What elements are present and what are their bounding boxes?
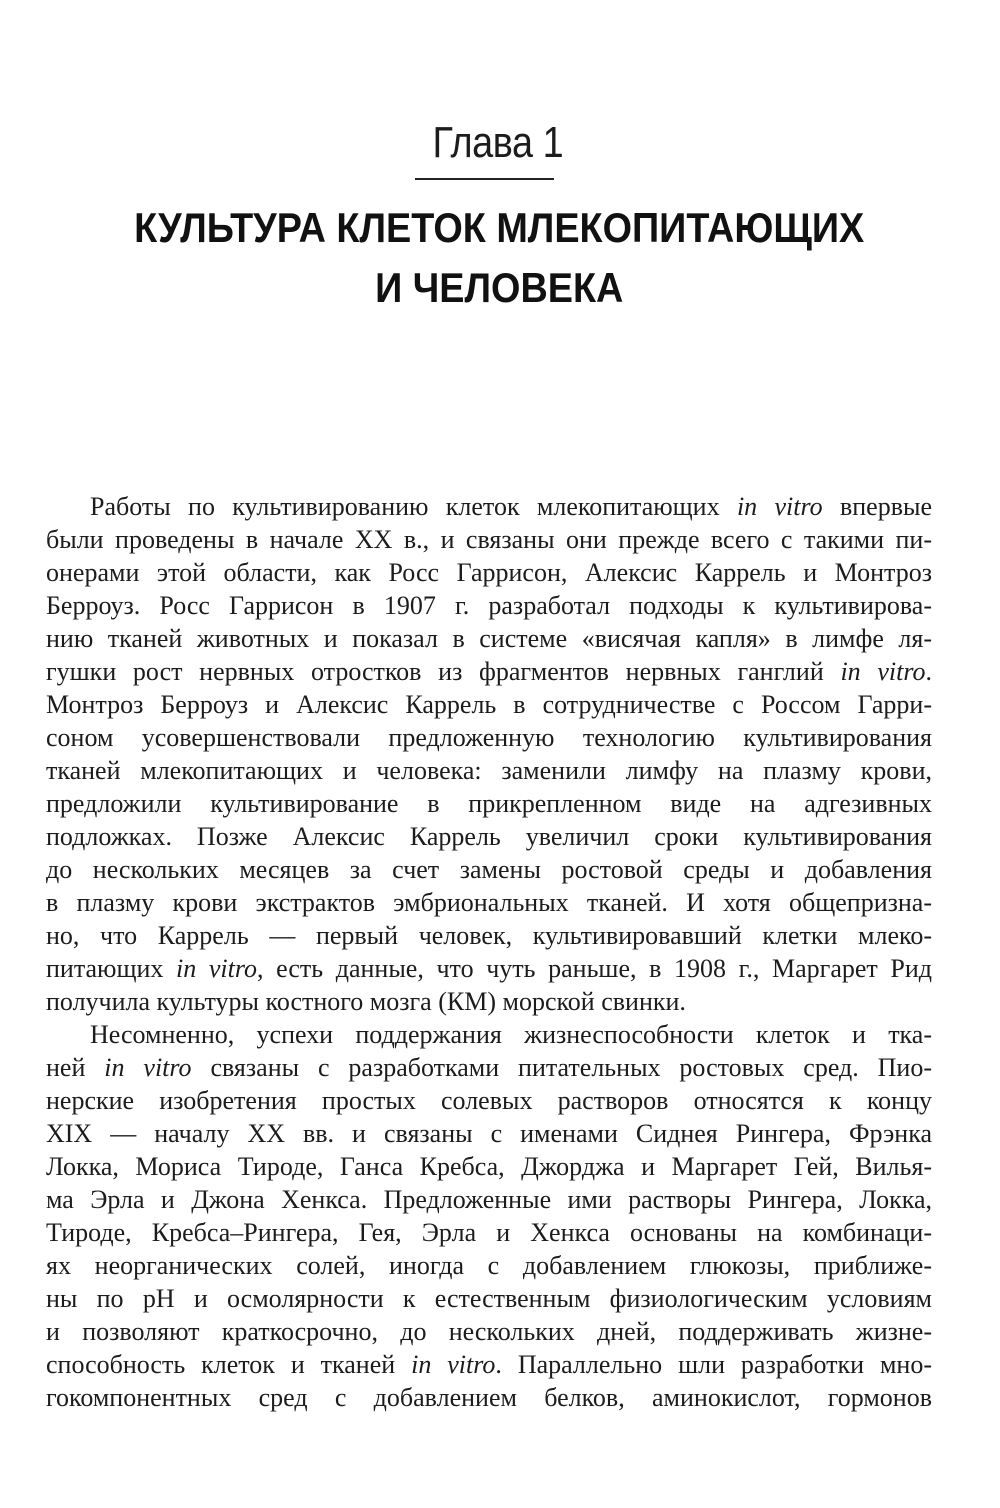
chapter-title-line: И ЧЕЛОВЕКА <box>375 264 624 311</box>
text-line: но, что Каррель — первый человек, культивировавший клетки млеко- <box>46 921 932 950</box>
text-line: Монтроз Берроуз и Алексис Каррель в сотрудничестве с Россом Гарри- <box>46 690 932 719</box>
text-line: в плазму крови экстрактов эмбриональных тканей. И хотя общепризна- <box>46 888 932 917</box>
text-line: ны по pH и осмолярности к естественным физиологическим условиям <box>46 1284 932 1313</box>
text-line: гокомпонентных сред с добавлением белков, аминокислот, гормонов <box>46 1383 932 1412</box>
text-line: XIX — началу XX вв. и связаны с именами Сиднея Рингера, Фрэнка <box>46 1119 932 1148</box>
chapter-label: Глава 1 <box>432 118 564 167</box>
text-line: гушки рост нервных отростков из фрагментов нервных ганглий in vitro. <box>46 657 932 686</box>
chapter-title-line: КУЛЬТУРА КЛЕТОК МЛЕКОПИТАЮЩИХ <box>134 204 865 251</box>
text-line: Несомненно, успехи поддержания жизнеспособности клеток и тка- <box>90 1020 932 1049</box>
chapter-title <box>0 198 1000 318</box>
text-line: питающих in vitro, есть данные, что чуть раньше, в 1908 г., Маргарет Рид <box>46 954 933 983</box>
text-line: нию тканей животных и показал в системе «висячая капля» в лимфе ля- <box>46 624 932 653</box>
text-line: ней in vitro связаны с разработками питательных ростовых сред. Пио- <box>46 1053 932 1082</box>
text-line: до нескольких месяцев за счет замены ростовой среды и добавления <box>46 855 932 884</box>
text-line: подложках. Позже Алексис Каррель увеличил сроки культивирования <box>46 822 932 851</box>
text-line: соном усовершенствовали предложенную технологию культивирования <box>46 723 932 752</box>
text-line: Берроуз. Росс Гаррисон в 1907 г. разработал подходы к культивирова- <box>46 591 932 620</box>
text-line: способность клеток и тканей in vitro. Параллельно шли разработки мно- <box>46 1350 932 1379</box>
text-line: онерами этой области, как Росс Гаррисон, Алексис Каррель и Монтроз <box>46 558 932 587</box>
text-line: предложили культивирование в прикрепленном виде на адгезивных <box>46 789 932 818</box>
text-line: были проведены в начале XX в., и связаны они прежде всего с такими пи- <box>46 525 932 554</box>
text-line: тканей млекопитающих и человека: заменили лимфу на плазму крови, <box>46 756 932 785</box>
text-line: ях неорганических солей, иногда с добавлением глюкозы, приближе- <box>46 1251 932 1280</box>
chapter-rule <box>415 178 554 180</box>
text-line: нерские изобретения простых солевых растворов относятся к концу <box>46 1086 932 1115</box>
text-line: Работы по культивированию клеток млекопитающих in vitro впервые <box>90 492 932 521</box>
text-line: Тироде, Кребса–Рингера, Гея, Эрла и Хенкса основаны на комбинаци- <box>46 1218 932 1247</box>
text-line: и позволяют краткосрочно, до нескольких дней, поддерживать жизне- <box>46 1317 932 1346</box>
body-text <box>46 490 932 1414</box>
text-line: Локка, Мориса Тироде, Ганса Кребса, Джорджа и Маргарет Гей, Вилья- <box>46 1152 932 1181</box>
paragraph <box>46 1018 932 1414</box>
paragraph <box>46 490 932 1018</box>
text-line: получила культуры костного мозга (КМ) морской свинки. <box>46 987 686 1016</box>
text-line: ма Эрла и Джона Хенкса. Предложенные ими растворы Рингера, Локка, <box>46 1185 932 1214</box>
